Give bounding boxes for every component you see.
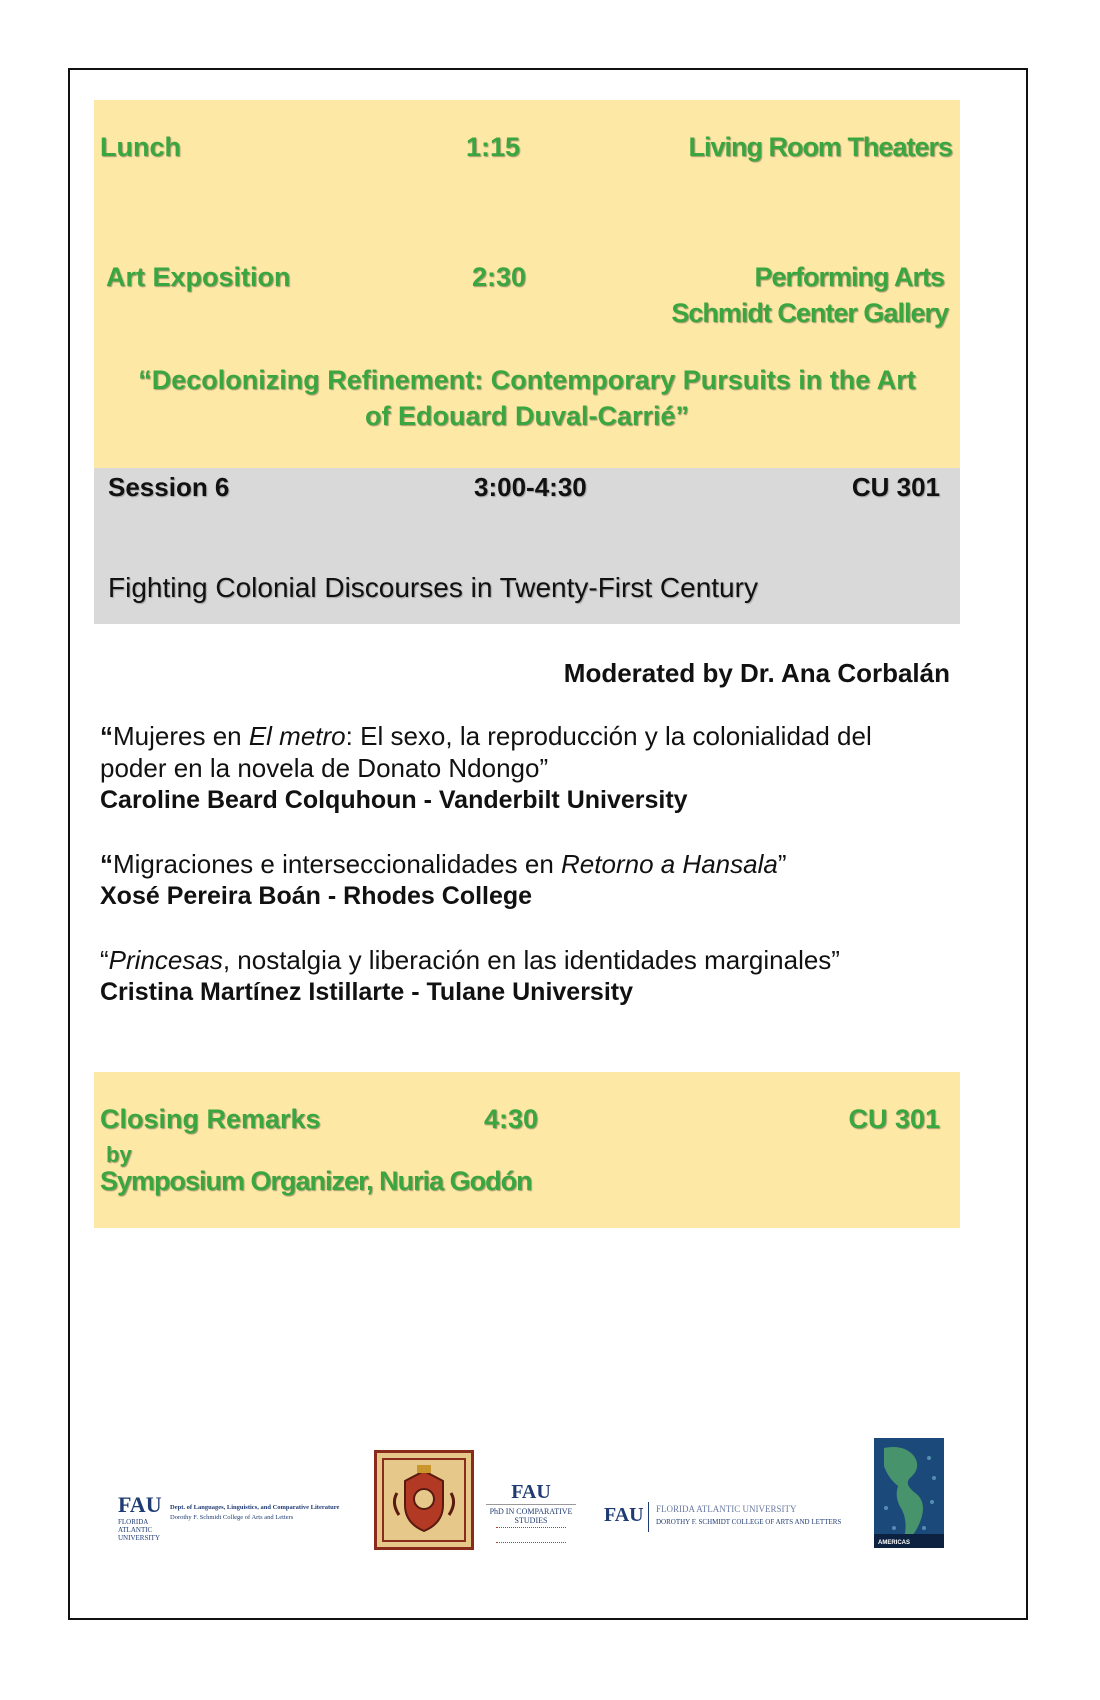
closing-band bbox=[94, 1072, 960, 1228]
paper-2-title bbox=[100, 848, 787, 880]
paper-2-title-b: ” bbox=[777, 849, 787, 879]
paper-1-title-line2: poder en la novela de Donato Ndongo” bbox=[100, 753, 549, 783]
lunch-place: Living Room Theaters bbox=[688, 132, 952, 162]
paper-3-title-italic: Princesas bbox=[108, 945, 223, 975]
phd-line2: STUDIES bbox=[514, 1516, 548, 1525]
session-room: CU 301 bbox=[851, 472, 940, 502]
map-icon bbox=[874, 1438, 944, 1548]
paper-2-author: Xosé Pereira Boán - Rhodes College bbox=[100, 882, 533, 910]
college-fau-icon: FAU bbox=[604, 1504, 644, 1526]
art-place-line2: Schmidt Center Gallery bbox=[671, 298, 948, 328]
paper-1-title bbox=[100, 720, 940, 752]
closing-organizer: Symposium Organizer, Nuria Godón bbox=[100, 1166, 532, 1196]
paper-1 bbox=[100, 720, 940, 815]
paper-1-title-b: : El sexo, la reproducción y la colonialidad del bbox=[345, 721, 872, 751]
art-time: 2:30 bbox=[472, 262, 527, 292]
closing-room: CU 301 bbox=[848, 1104, 940, 1134]
lunch-art-band bbox=[94, 100, 960, 468]
fau-logo-icon: FAU bbox=[118, 1492, 162, 1517]
paper-2-title-italic: Retorno a Hansala bbox=[561, 849, 778, 879]
phd-small-print bbox=[496, 1527, 566, 1543]
phd-fau-icon: FAU bbox=[511, 1481, 551, 1503]
fau-university-small: FLORIDA ATLANTIC UNIVERSITY bbox=[118, 1518, 160, 1542]
session-label: Session 6 bbox=[108, 472, 230, 502]
paper-1-title-italic: El metro bbox=[248, 721, 346, 751]
crest-logo bbox=[374, 1450, 474, 1550]
fau-college-logo bbox=[604, 1500, 854, 1540]
paper-1-open-quote: “ bbox=[100, 721, 113, 751]
crest-icon bbox=[377, 1453, 471, 1547]
paper-3-open-quote: “ bbox=[100, 945, 109, 975]
paper-3-title bbox=[100, 944, 840, 976]
session-time: 3:00-4:30 bbox=[474, 472, 587, 502]
closing-time: 4:30 bbox=[484, 1104, 539, 1134]
phd-line1: PhD IN COMPARATIVE bbox=[489, 1507, 573, 1516]
college-divider bbox=[648, 1502, 649, 1532]
moderator: Moderated by Dr. Ana Corbalán bbox=[563, 658, 950, 688]
session-theme: Fighting Colonial Discourses in Twenty-First Century bbox=[108, 572, 758, 603]
paper-3-author: Cristina Martínez Istillarte - Tulane University bbox=[100, 978, 634, 1006]
college-line2: DOROTHY F. SCHMIDT COLLEGE OF ARTS AND LETTERS bbox=[656, 1518, 842, 1526]
lunch-label: Lunch bbox=[100, 132, 181, 162]
session-band bbox=[94, 468, 960, 624]
paper-2-open-quote: “ bbox=[100, 849, 113, 879]
dept-line1: Dept. of Languages, Linguistics, and Comparative Literature bbox=[170, 1504, 340, 1511]
lunch-time: 1:15 bbox=[466, 132, 521, 162]
paper-3-title-b: , nostalgia y liberación en las identidades marginales” bbox=[222, 945, 840, 975]
paper-3 bbox=[100, 944, 840, 1007]
closing-by: by bbox=[106, 1142, 132, 1167]
art-label: Art Exposition bbox=[106, 262, 291, 292]
college-line1: FLORIDA ATLANTIC UNIVERSITY bbox=[656, 1504, 797, 1514]
phd-divider bbox=[486, 1504, 576, 1505]
art-place-line1: Performing Arts bbox=[754, 262, 944, 292]
dept-line2: Dorothy F. Schmidt College of Arts and Letters bbox=[170, 1514, 294, 1521]
paper-2 bbox=[100, 848, 787, 911]
paper-1-author: Caroline Beard Colquhoun - Vanderbilt University bbox=[100, 786, 688, 814]
map-caption: AMERICAS bbox=[878, 1540, 911, 1546]
fau-dept-logo bbox=[118, 1492, 348, 1548]
americas-map-logo bbox=[874, 1438, 944, 1548]
phd-comparative-logo bbox=[476, 1482, 586, 1552]
sponsor-logos bbox=[110, 1430, 960, 1560]
art-exhibit-title-line2: of Edouard Duval-Carrié” bbox=[364, 401, 690, 431]
closing-label: Closing Remarks bbox=[100, 1104, 321, 1134]
paper-2-title-a: Migraciones e interseccionalidades en bbox=[113, 849, 562, 879]
art-exhibit-title bbox=[94, 362, 960, 434]
art-exhibit-title-line1: “Decolonizing Refinement: Contemporary Pursuits in the Art bbox=[138, 365, 916, 395]
paper-1-title-a: Mujeres en bbox=[113, 721, 249, 751]
